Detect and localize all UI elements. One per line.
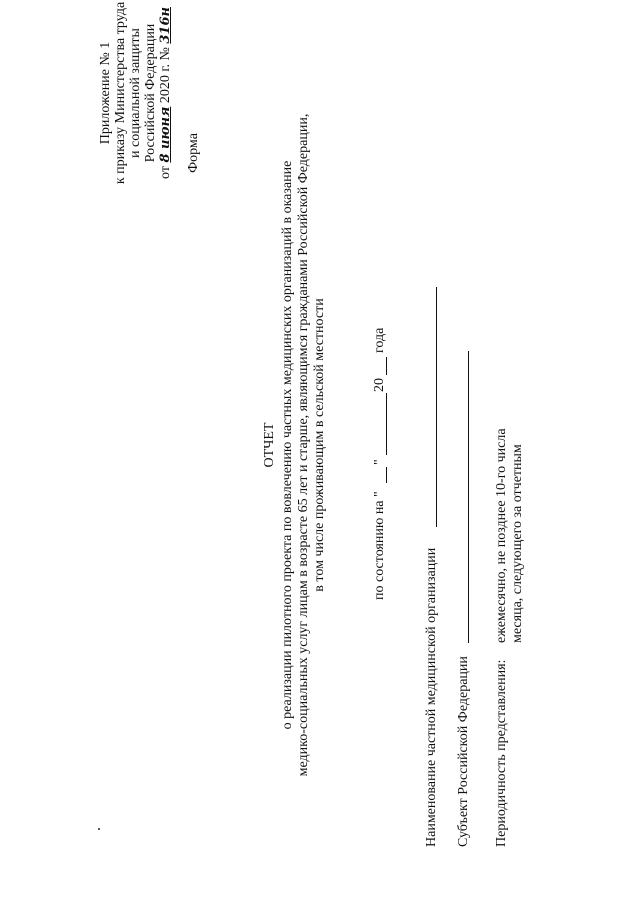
as-of-year-prefix: 20 — [372, 378, 387, 392]
form-label: Форма — [186, 133, 201, 173]
appendix-line-3: и социальной защиты — [128, 28, 143, 158]
appendix-date-year: 2020 г. № — [158, 47, 173, 104]
appendix-date-line — [158, 7, 174, 179]
period-label: Периодичность представления: — [494, 659, 509, 847]
appendix-line-4: Российской Федерации — [143, 23, 158, 163]
stray-dot — [98, 828, 100, 830]
appendix-line-2: к приказу Министерства труда — [113, 1, 128, 185]
year-blank — [386, 357, 387, 375]
report-subtitle-1: о реализации пилотного проекта по вовлечению частных медицинских организаций в оказание — [280, 160, 295, 730]
org-name-blank — [436, 287, 437, 527]
appendix-order-number: 316н — [158, 7, 173, 44]
as-of-suffix: года — [372, 327, 387, 353]
report-title: ОТЧЕТ — [262, 422, 277, 468]
period-value-1: ежемесячно, не позднее 10-го числа — [494, 428, 509, 643]
as-of-prefix: по состоянию на " — [372, 491, 387, 600]
period-value-2: месяца, следующего за отчетным — [510, 444, 525, 643]
month-blank — [386, 393, 387, 455]
appendix-date-prefix: от — [158, 166, 173, 179]
as-of-quote: " — [372, 459, 387, 465]
report-subtitle-3: в том числе проживающим в сельской местности — [312, 298, 327, 592]
subject-label: Субъект Российской Федерации — [456, 656, 471, 847]
appendix-line-1: Приложение № 1 — [98, 41, 113, 145]
org-name-label: Наименование частной медицинской организации — [424, 547, 439, 847]
appendix-date-handwritten: 8 июня — [158, 106, 173, 163]
day-blank — [386, 467, 387, 483]
report-subtitle-2: медико-социальных услуг лицам в возрасте 65 лет и старше, являющимся гражданами Российской Федерации, — [296, 113, 311, 777]
subject-blank — [468, 351, 469, 643]
